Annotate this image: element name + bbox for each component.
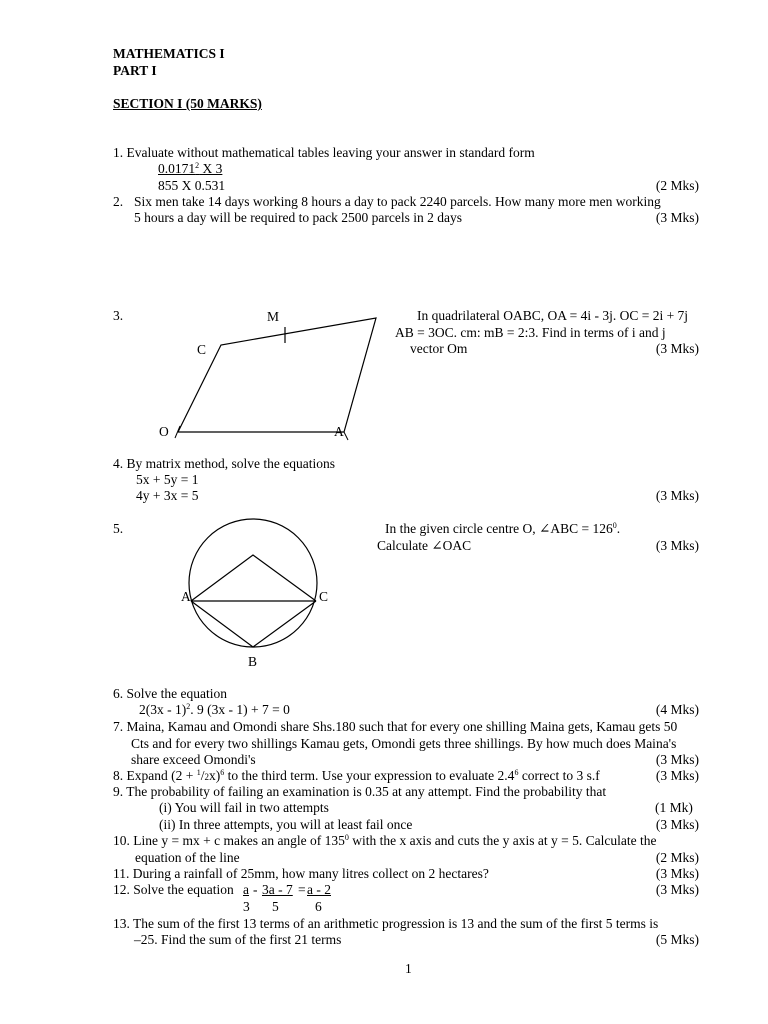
q3-line3: vector Om xyxy=(410,341,468,356)
q4-eq2: 4y + 3x = 5 xyxy=(136,488,199,503)
page-number: 1 xyxy=(405,961,412,976)
q7-marks: (3 Mks) xyxy=(655,752,699,767)
q12-operator-minus: - xyxy=(253,882,258,897)
q3-quadrilateral-outline xyxy=(178,318,376,432)
section-heading: SECTION I (50 MARKS) xyxy=(113,96,262,111)
q1-denominator: 855 X 0.531 xyxy=(158,178,226,193)
q3-label-m: M xyxy=(267,309,280,324)
q7-line2: Cts and for every two shillings Kamau gets, Omondi gets three shillings. By how much does Maina's xyxy=(131,736,677,751)
q5-circle xyxy=(189,519,317,647)
q1-numerator: 0.0171$^2$ X 3 xyxy=(158,161,223,176)
q2-number: 2. xyxy=(113,194,124,209)
q8-marks: (3 Mks) xyxy=(655,768,699,783)
q3-line2: AB = 3OC. cm: mB = 2:3. Find in terms of i and j xyxy=(395,325,666,340)
q3-number: 3. xyxy=(113,308,124,323)
q2-line1: Six men take 14 days working 8 hours a day to pack 2240 parcels. How many more men working xyxy=(134,194,661,209)
q9-part-ii-marks: (3 Mks) xyxy=(655,817,699,832)
q4-eq1: 5x + 5y = 1 xyxy=(136,472,199,487)
q13-line2: –25. Find the sum of the first 21 terms xyxy=(134,932,342,947)
q6-text: 6. Solve the equation xyxy=(113,686,227,701)
q4-text: 4. By matrix method, solve the equations xyxy=(113,456,335,471)
q12-numerator-1: a xyxy=(243,882,249,897)
q12-operator-equals: = xyxy=(298,882,306,897)
q12-denominator-2: 5 xyxy=(272,899,279,914)
q10-marks: (2 Mks) xyxy=(655,850,699,865)
q12-marks: (3 Mks) xyxy=(655,882,699,897)
q2-marks: (3 Mks) xyxy=(655,210,699,225)
q2-line2: 5 hours a day will be required to pack 2500 parcels in 2 days xyxy=(134,210,463,225)
q11-marks: (3 Mks) xyxy=(655,866,699,881)
q8-text: 8. Expand $(2 + ^1/2x)^6$ to the third term. Use your expression to evaluate $2.4^6$ correct to 3 s.f xyxy=(113,768,600,783)
q5-line1: In the given circle centre O, ∠ABC = $126^0$. xyxy=(385,521,621,536)
q5-marks: (3 Mks) xyxy=(655,538,699,553)
q12-denominator-1: 3 xyxy=(243,899,250,914)
q4-marks: (3 Mks) xyxy=(655,488,699,503)
q3-tick-a xyxy=(344,432,348,440)
q11-text: 11. During a rainfall of 25mm, how many litres collect on 2 hectares? xyxy=(113,866,489,881)
q5-label-c: C xyxy=(319,589,329,604)
q13-line1: 13. The sum of the first 13 terms of an arithmetic progression is 13 and the sum of the first 5 terms is xyxy=(113,916,659,931)
q6-equation: 2(3x - 1)$^2$. 9 (3x - 1) + 7 = 0 xyxy=(139,702,290,717)
q9-line1: 9. The probability of failing an examination is 0.35 at any attempt. Find the probability that xyxy=(113,784,607,799)
q12-denominator-3: 6 xyxy=(315,899,322,914)
paper-title: MATHEMATICS I xyxy=(113,46,225,61)
q5-line2: Calculate ∠OAC xyxy=(377,538,472,553)
q5-triangle-abc xyxy=(191,601,316,647)
q10-line2: equation of the line xyxy=(135,850,240,865)
q3-label-a: A xyxy=(334,424,344,439)
q1-marks: (2 Mks) xyxy=(655,178,699,193)
q7-line1: 7. Maina, Kamau and Omondi share Shs.180 such that for every one shilling Maina gets, Kamau gets 50 xyxy=(113,719,678,734)
q5-label-b: B xyxy=(248,654,258,669)
q12-text: 12. Solve the equation xyxy=(113,882,234,897)
q13-marks: (5 Mks) xyxy=(655,932,699,947)
q3-tick-o xyxy=(175,426,180,438)
q12-numerator-2: 3a - 7 xyxy=(262,882,293,897)
q3-line1: In quadrilateral OABC, OA = 4i - 3j. OC = 2i + 7j xyxy=(417,308,689,323)
q7-line3: share exceed Omondi's xyxy=(131,752,256,767)
q9-part-i-marks: (1 Mk) xyxy=(655,800,693,815)
q10-line1: 10. Line y = mx + c makes an angle of $135^0$ with the x axis and cuts the y axis at y = 5. Calculate the xyxy=(113,833,657,848)
q6-marks: (4 Mks) xyxy=(655,702,699,717)
q5-label-a: A xyxy=(181,589,191,604)
q9-part-ii: (ii) In three attempts, you will at least fail once xyxy=(159,817,413,832)
q5-number: 5. xyxy=(113,521,124,536)
q12-numerator-3: a - 2 xyxy=(307,882,331,897)
paper-part: PART I xyxy=(113,63,157,78)
q3-marks: (3 Mks) xyxy=(655,341,699,356)
q3-label-o: O xyxy=(159,424,169,439)
q3-label-c: C xyxy=(197,342,207,357)
q9-part-i: (i) You will fail in two attempts xyxy=(159,800,329,815)
q5-triangle-aoc xyxy=(191,555,316,601)
q1-text: 1. Evaluate without mathematical tables leaving your answer in standard form xyxy=(113,145,535,160)
q5-circle-diagram xyxy=(181,519,328,669)
